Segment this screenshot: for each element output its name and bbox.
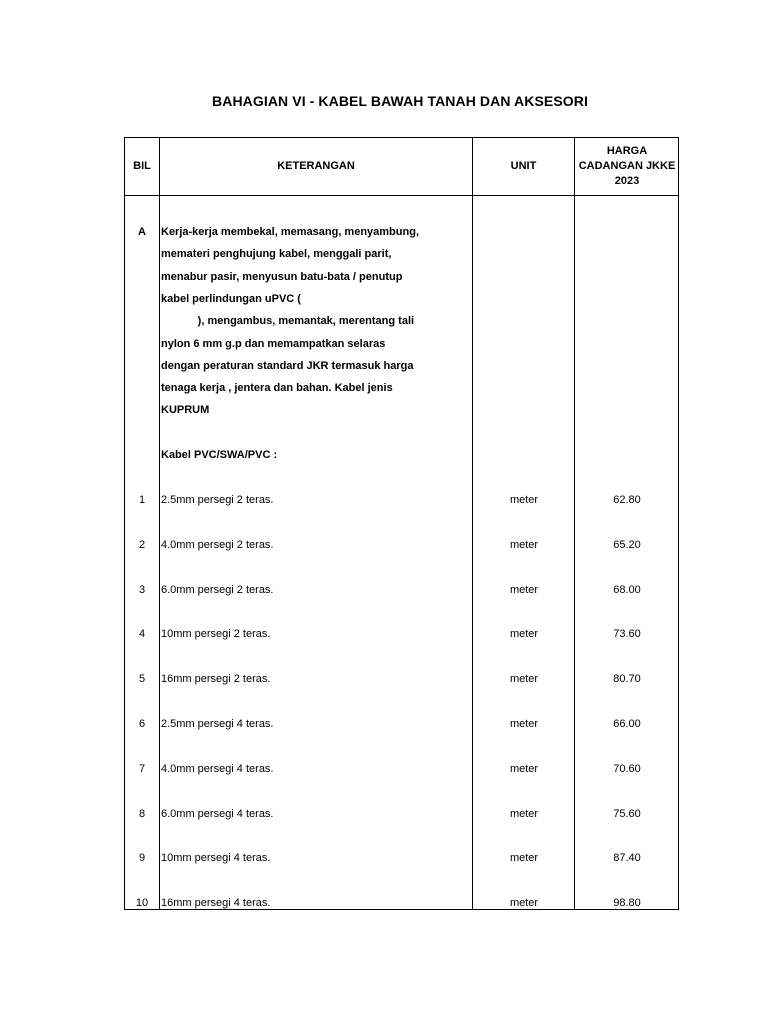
row-price-cell: 75.60 (613, 807, 641, 820)
section-description-line: menabur pasir, menyusun batu-bata / penutup (161, 270, 403, 283)
row-price-cell: 68.00 (613, 583, 641, 596)
row-description: 6.0mm persegi 2 teras. (161, 583, 274, 596)
section-description-line: memateri penghujung kabel, menggali parit, (161, 248, 392, 261)
row-description: 6.0mm persegi 4 teras. (161, 807, 274, 820)
row-bil-cell: 3 (138, 583, 146, 596)
section-description-line: dengan peraturan standard JKR termasuk harga (161, 359, 414, 372)
row-bil-cell: 10 (135, 897, 149, 910)
row-price-cell: 62.80 (613, 494, 641, 506)
row-bil-cell: 9 (138, 852, 146, 865)
row-unit-cell: meter (509, 897, 539, 910)
header-unit: UNIT (510, 160, 537, 172)
row-description: 16mm persegi 4 teras. (161, 897, 271, 910)
row-bil-cell: 4 (138, 628, 146, 641)
row-description: 4.0mm persegi 4 teras. (161, 762, 274, 775)
row-price-cell: 70.60 (613, 762, 641, 775)
header-divider (125, 195, 678, 196)
row-unit-cell: meter (509, 852, 539, 865)
column-divider (574, 138, 575, 909)
row-unit-cell: meter (509, 718, 539, 730)
column-divider (472, 138, 473, 909)
price-table (124, 137, 679, 910)
header-bil: BIL (133, 160, 151, 172)
row-bil-cell: 2 (138, 538, 146, 551)
section-subheading: Kabel PVC/SWA/PVC : (161, 449, 278, 461)
row-description: 2.5mm persegi 2 teras. (161, 494, 274, 506)
row-price-cell: 66.00 (613, 718, 641, 730)
row-bil-cell: 6 (138, 718, 146, 730)
row-unit-cell: meter (509, 807, 539, 820)
column-divider (159, 138, 160, 909)
row-bil-cell: 7 (138, 762, 146, 775)
row-price-cell: 65.20 (613, 538, 641, 551)
row-bil-cell: 1 (138, 494, 146, 506)
row-unit-cell: meter (509, 494, 539, 506)
page-title: BAHAGIAN VI - KABEL BAWAH TANAH DAN AKSESORI (212, 93, 588, 109)
section-bil: A (138, 226, 146, 238)
row-price-cell: 98.80 (613, 897, 641, 910)
row-description: 10mm persegi 2 teras. (161, 628, 271, 641)
section-description-line: nylon 6 mm g.p dan memampatkan selaras (161, 337, 386, 350)
row-unit-cell: meter (509, 583, 539, 596)
row-unit-cell: meter (509, 538, 539, 551)
row-bil-cell: 5 (138, 673, 146, 686)
row-unit-cell: meter (509, 673, 539, 686)
row-description: 10mm persegi 4 teras. (161, 852, 271, 865)
row-price-cell: 87.40 (613, 852, 641, 865)
row-description: 2.5mm persegi 4 teras. (161, 718, 274, 730)
section-description-line: tenaga kerja , jentera dan bahan. Kabel jenis (161, 382, 393, 395)
row-price-cell: 73.60 (613, 628, 641, 641)
row-description: 16mm persegi 2 teras. (161, 673, 271, 686)
header-harga: HARGA CADANGAN JKKE 2023 (578, 145, 676, 187)
row-unit-cell: meter (509, 628, 539, 641)
section-description-line: KUPRUM (161, 404, 210, 417)
row-bil-cell: 8 (138, 807, 146, 820)
section-description-line: kabel perlindungan uPVC ( (161, 292, 301, 305)
section-description-line: Kerja-kerja membekal, memasang, menyambung, (161, 226, 419, 238)
row-description: 4.0mm persegi 2 teras. (161, 538, 274, 551)
header-keterangan: KETERANGAN (277, 160, 355, 172)
row-unit-cell: meter (509, 762, 539, 775)
row-price-cell: 80.70 (613, 673, 641, 686)
section-description-line: ), mengambus, memantak, merentang tali (161, 315, 415, 328)
